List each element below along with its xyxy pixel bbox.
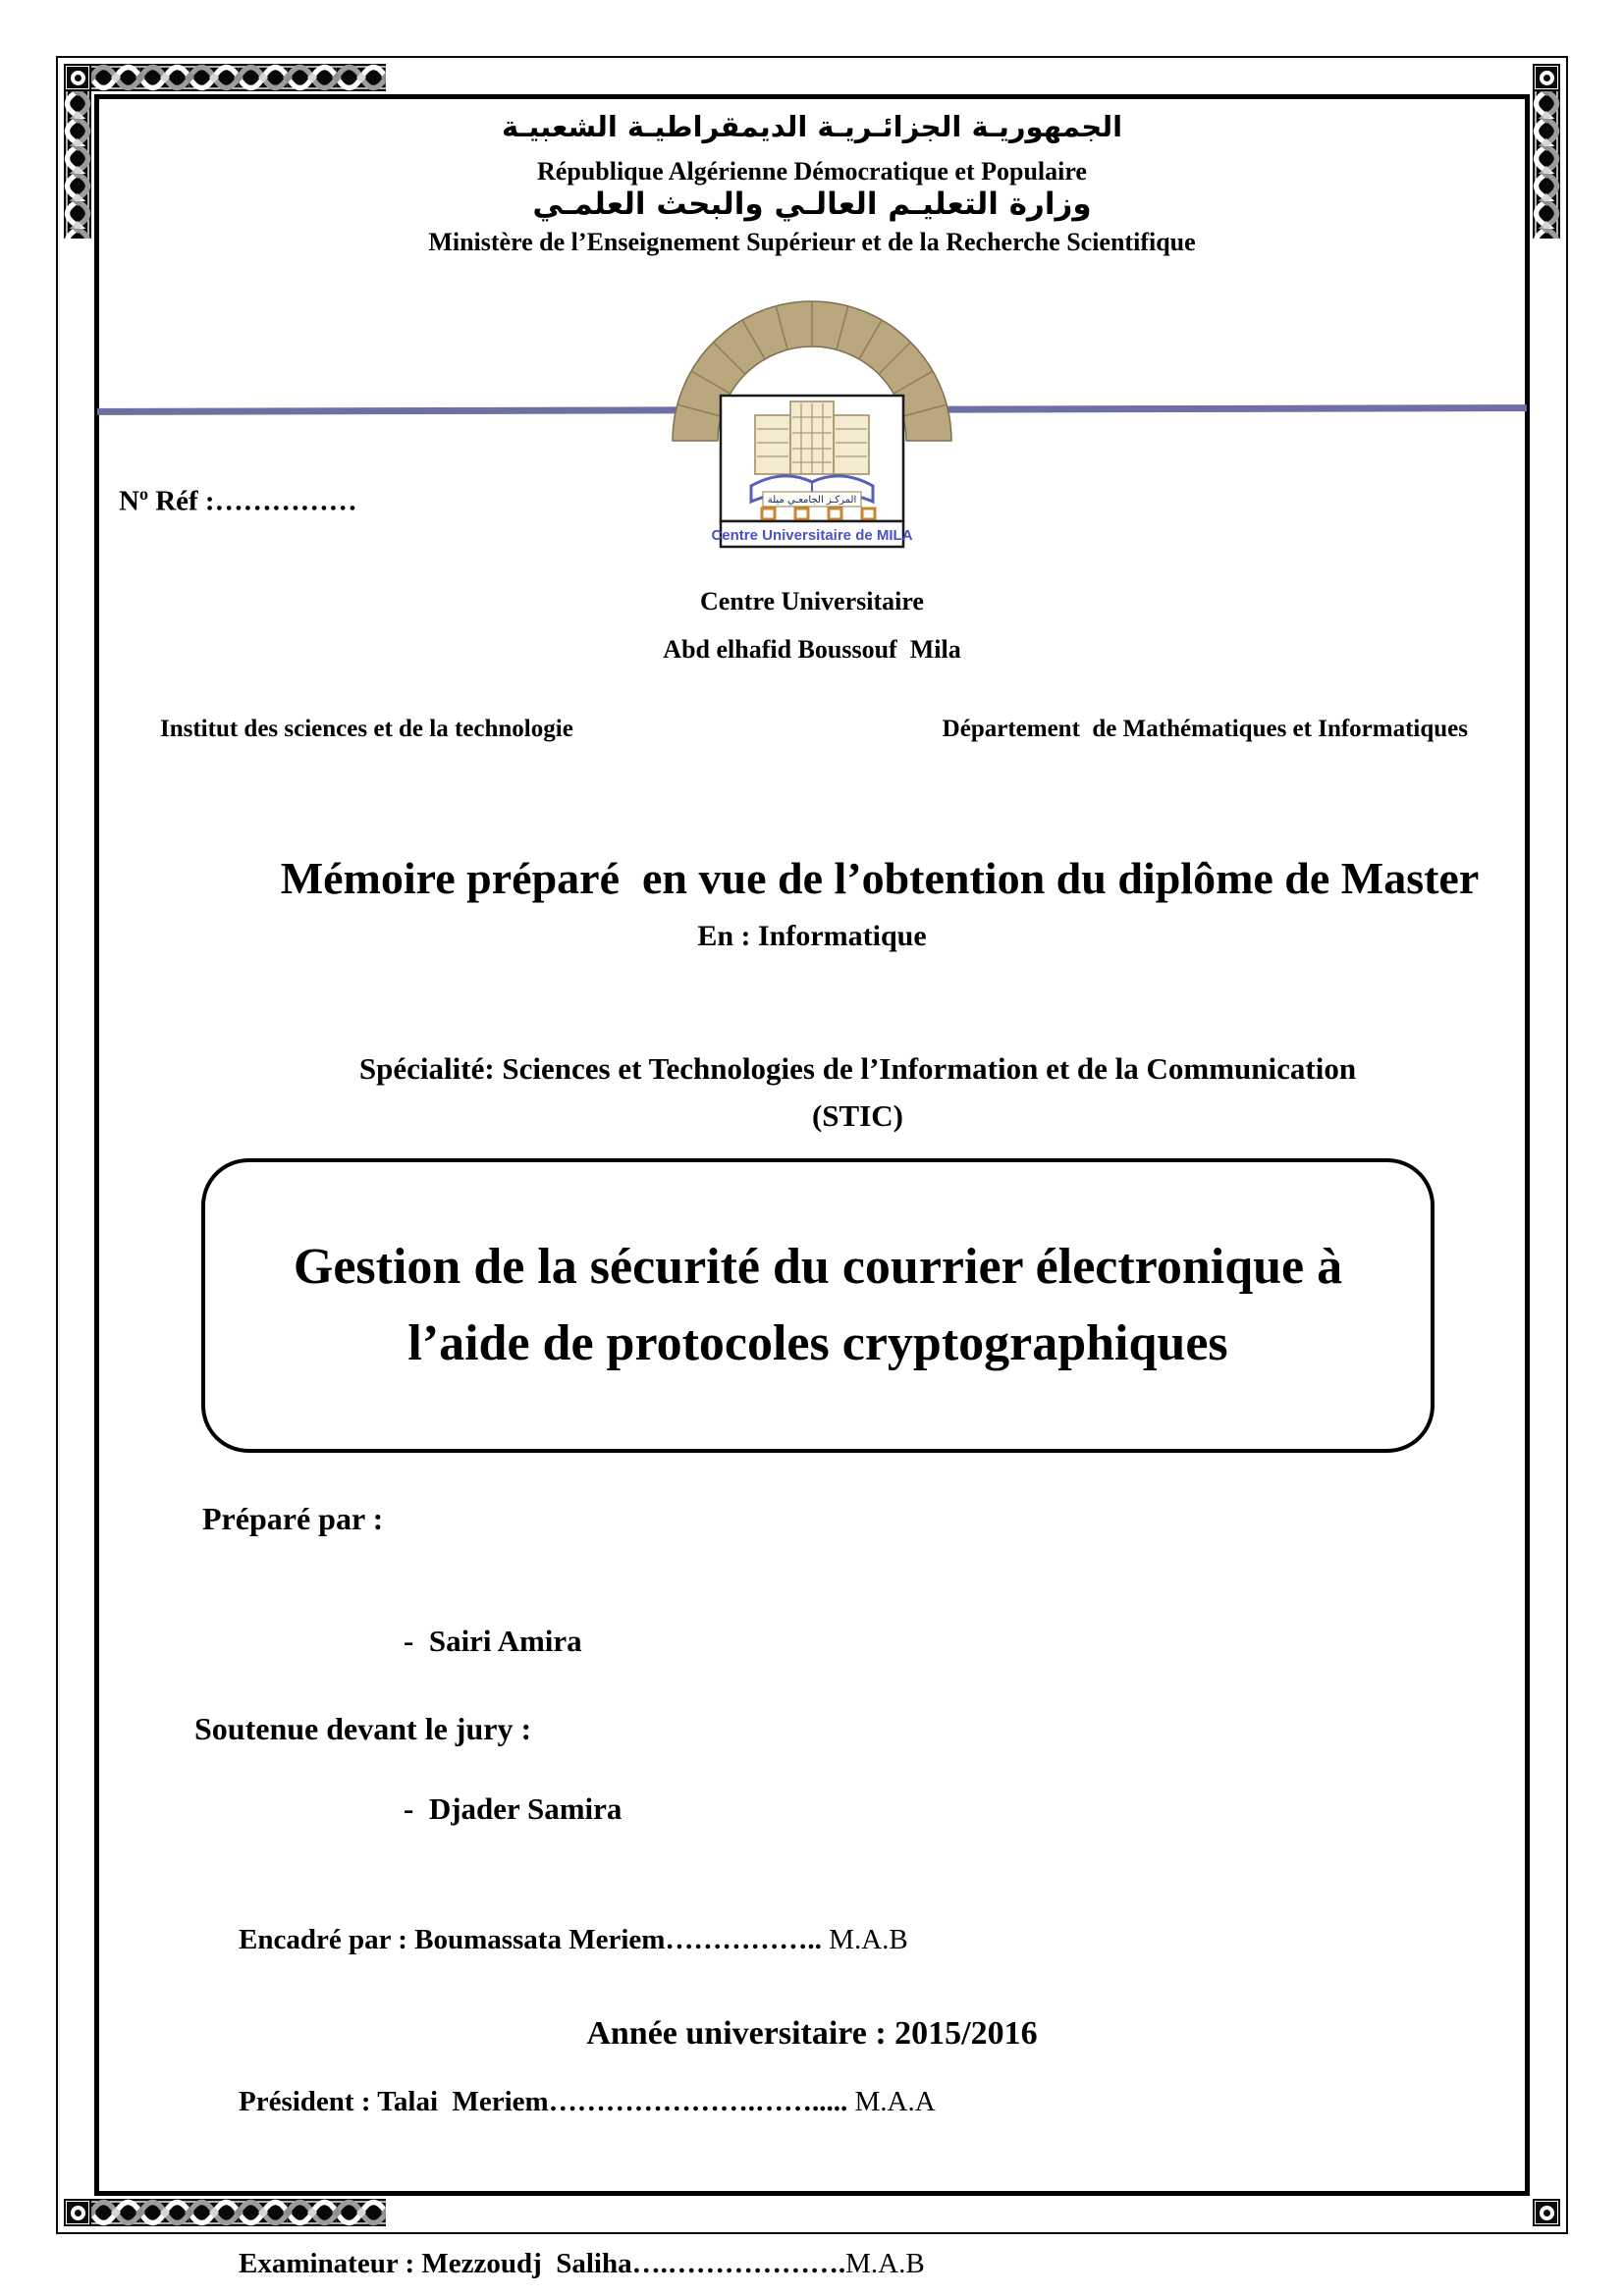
rope-pattern-right-icon bbox=[1533, 91, 1560, 239]
field-line: En : Informatique bbox=[697, 920, 927, 952]
jury-member-row bbox=[239, 2237, 936, 2291]
jury-member-grade: M.A.B bbox=[845, 2248, 925, 2279]
reference-number bbox=[119, 484, 357, 518]
guilloche-band bbox=[64, 64, 1560, 2279]
ref-prefix: N bbox=[119, 485, 139, 517]
thesis-title: Gestion de la sécurité du courrier électronique à l’aide de protocoles cryptographiques bbox=[293, 1239, 1343, 1371]
logo-caption: Centre Universitaire de MILA bbox=[711, 527, 913, 544]
jury-member-grade: M.A.A bbox=[847, 2086, 936, 2117]
university-logo-icon bbox=[665, 286, 959, 553]
university-name-line2: Abd elhafid Boussouf Mila bbox=[663, 635, 961, 664]
corner-ornament-icon bbox=[64, 64, 91, 91]
corner-ornament-icon bbox=[1533, 64, 1560, 91]
jury-heading: Soutenue devant le jury : bbox=[194, 1711, 532, 1746]
specialty-text: Spécialité: Sciences et Technologies de l’Information et de la Communication (STIC) bbox=[358, 1051, 1364, 1134]
corner-ornament-icon bbox=[1533, 2199, 1560, 2226]
university-logo bbox=[665, 286, 959, 558]
prepared-by-label: Préparé par : bbox=[202, 1501, 384, 1536]
jury-member-label: Encadré par : Boumassata Meriem…………….. bbox=[239, 1924, 822, 1955]
page-content bbox=[99, 99, 1525, 2279]
author-name: - Sairi Amira bbox=[404, 1624, 582, 1658]
jury-member-label: Président : Talai Meriem………………….……..... bbox=[239, 2086, 848, 2117]
ornamental-border bbox=[56, 56, 1568, 2279]
author-name: - Djader Samira bbox=[404, 1791, 623, 1826]
french-ministry-heading: Ministère de l’Enseignement Supérieur et de la Recherche Scientifique bbox=[428, 228, 1196, 256]
institute-name: Institut des sciences et de la technologie bbox=[160, 716, 573, 742]
memoire-text: Mémoire préparé en vue de l’obtention du diplôme de Master bbox=[280, 852, 1480, 903]
affiliation-row bbox=[160, 716, 1468, 743]
jury-member-label: Examinateur : Mezzoudj Saliha….………………. bbox=[239, 2248, 846, 2279]
jury-member-row bbox=[239, 2075, 936, 2129]
thesis-title-box bbox=[201, 1158, 1435, 1453]
university-name-line1: Centre Universitaire bbox=[700, 587, 924, 615]
inner-border bbox=[94, 94, 1530, 2279]
french-republic-heading: République Algérienne Démocratique et Populaire bbox=[537, 157, 1087, 186]
ref-ordinal: o bbox=[138, 484, 148, 504]
academic-year-line: Année universitaire : 2015/2016 bbox=[586, 2015, 1038, 2052]
rope-pattern-left-icon bbox=[64, 91, 91, 239]
logo-banner-arabic: المركـز الجامعـي ميلة bbox=[767, 495, 857, 506]
corner-ornament-icon bbox=[64, 2199, 91, 2226]
arabic-ministry-heading: وزارة التعليـم العالـي والبحث العلمـي bbox=[532, 187, 1092, 222]
arabic-republic-heading: الجمهوريـة الجزائـريـة الديمقراطيـة الشعبيـة bbox=[501, 110, 1123, 143]
jury-member-grade: M.A.B bbox=[821, 1924, 908, 1955]
rope-pattern-top-icon bbox=[91, 64, 386, 91]
jury-member-row bbox=[239, 1913, 936, 1967]
ref-suffix: Réf :…………… bbox=[147, 485, 357, 517]
department-name: Département de Mathématiques et Informatiques bbox=[942, 716, 1468, 742]
